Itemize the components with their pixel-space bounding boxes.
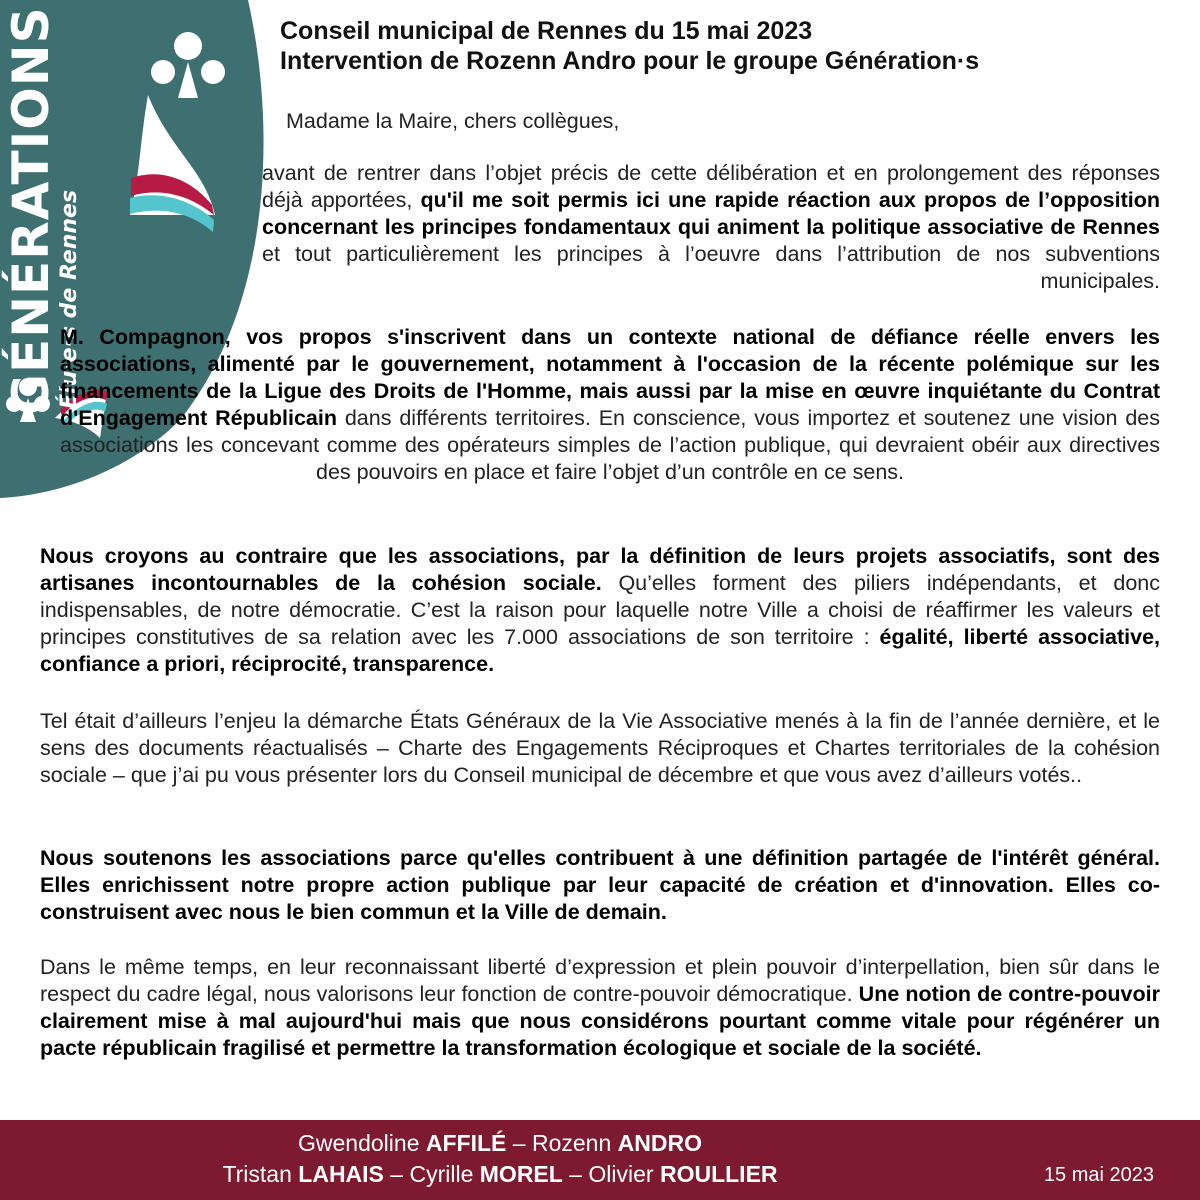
text-run: Tel était d’ailleurs l’enjeu la démarche États Généraux de la Vie Associative menés à la fin de l’année dernière, et le sens des documents réactualisés – Charte des Engagements Réciproques et Chartes territoriales de la cohésion sociale – que j’ai pu vous présenter lors du Conseil municipal de décembre et que vous avez d’ailleurs votés.. bbox=[40, 709, 1160, 787]
text-run: Qu’elles forment des piliers indépendants, et donc indispensables, de notre démocratie. C’est la raison pour laquelle notre Ville a choisi de réaffirmer les valeurs et principes constitutives de sa relation avec les 7.000 associations de son territoire : bbox=[40, 571, 1160, 649]
paragraph-1 bbox=[262, 160, 1160, 295]
bold-text-run: M. Compagnon, vos propos s'inscrivent dans un contexte national de défiance réelle envers les associations, alimenté par le gouvernement, notamment à l'occasion de la récente polémique sur les financements de la Ligue des Droits de l'Homme, mais aussi par la mise en œuvre inquiétante du Contrat d'Engagement Républicain bbox=[60, 325, 1160, 430]
signatory-last-name: ROULLIER bbox=[659, 1161, 778, 1187]
brand-name: GÉNÉRATIONS bbox=[2, 6, 60, 415]
signatory-first-name: Tristan bbox=[222, 1161, 299, 1187]
signatory-first-name: Olivier bbox=[588, 1161, 660, 1187]
signatory-last-name: ANDRO bbox=[617, 1130, 702, 1156]
signatories bbox=[180, 1128, 820, 1190]
brand-subtitle: Élu·e·s de Rennes bbox=[57, 189, 82, 409]
text-run: et tout particulièrement les principes à l’oeuvre dans l’attribution de nos subventions municipales. bbox=[262, 242, 1160, 293]
bold-text-run: Une notion de contre-pouvoir clairement mise à mal aujourd'hui mais que nous considérons pourtant comme vitale pour régénérer un pacte républicain fragilisé et permettre la transformation écologique et sociale de la société. bbox=[40, 982, 1160, 1060]
footer-bar bbox=[0, 1120, 1200, 1200]
signatory-last-name: AFFILÉ bbox=[425, 1130, 507, 1156]
bold-text-run: Nous soutenons les associations parce qu'elles contribuent à une définition partagée de l'intérêt général. Elles enrichissent notre propre action publique par leur capacité de création et d'innovation. Elles co-construisent avec nous le bien commun et la Ville de demain. bbox=[40, 846, 1160, 924]
paragraph-2 bbox=[60, 324, 1160, 486]
signatories-line-2 bbox=[180, 1159, 820, 1190]
bold-text-run: égalité, liberté associative, confiance a priori, réciprocité, transparence. bbox=[40, 625, 1160, 676]
paragraph-3 bbox=[40, 543, 1160, 678]
signatories-line-1 bbox=[180, 1128, 820, 1159]
signatory-first-name: Rozenn bbox=[531, 1130, 618, 1156]
paragraph-6 bbox=[40, 954, 1160, 1062]
signatory-last-name: MOREL bbox=[479, 1161, 563, 1187]
header-title: Conseil municipal de Rennes du 15 mai 2023 bbox=[280, 17, 813, 45]
footer-date: 15 mai 2023 bbox=[1043, 1164, 1154, 1186]
bold-text-run: Nous croyons au contraire que les associations, par la définition de leurs projets associatifs, sont des artisanes incontournables de la cohésion sociale. bbox=[40, 544, 1160, 595]
bold-text-run: qu'il me soit permis ici une rapide réaction aux propos de l’opposition concernant les principes fondamentaux qui animent la politique associative de Rennes bbox=[262, 188, 1160, 239]
paragraph-5 bbox=[40, 845, 1160, 926]
separator: – bbox=[383, 1161, 410, 1187]
document-header bbox=[280, 16, 1160, 76]
text-run: avant de rentrer dans l’objet précis de cette délibération et en prolongement des réponses déjà apportées, bbox=[262, 161, 1160, 212]
text-run: Dans le même temps, en leur reconnaissant liberté d’expression et plein pouvoir d’interpellation, bien sûr dans le respect du cadre légal, nous valorisons leur fonction de contre-pouvoir démocratique. bbox=[40, 955, 1160, 1006]
separator: – bbox=[562, 1161, 589, 1187]
paragraph-4 bbox=[40, 708, 1160, 789]
signatory-first-name: Gwendoline bbox=[298, 1130, 426, 1156]
salutation: Madame la Maire, chers collègues, bbox=[286, 109, 620, 133]
separator: – bbox=[506, 1130, 532, 1156]
signatory-first-name: Cyrille bbox=[409, 1161, 480, 1187]
text-run: dans différents territoires. En conscience, vous importez et soutenez une vision des associations les concevant comme des opérateurs simples de l’action publique, qui devraient obéir aux directives des pouvoirs en place et faire l’objet d’un contrôle en ce sens. bbox=[60, 406, 1160, 484]
header-subtitle: Intervention de Rozenn Andro pour le groupe Génération·s bbox=[280, 47, 980, 75]
signatory-last-name: LAHAIS bbox=[298, 1161, 384, 1187]
